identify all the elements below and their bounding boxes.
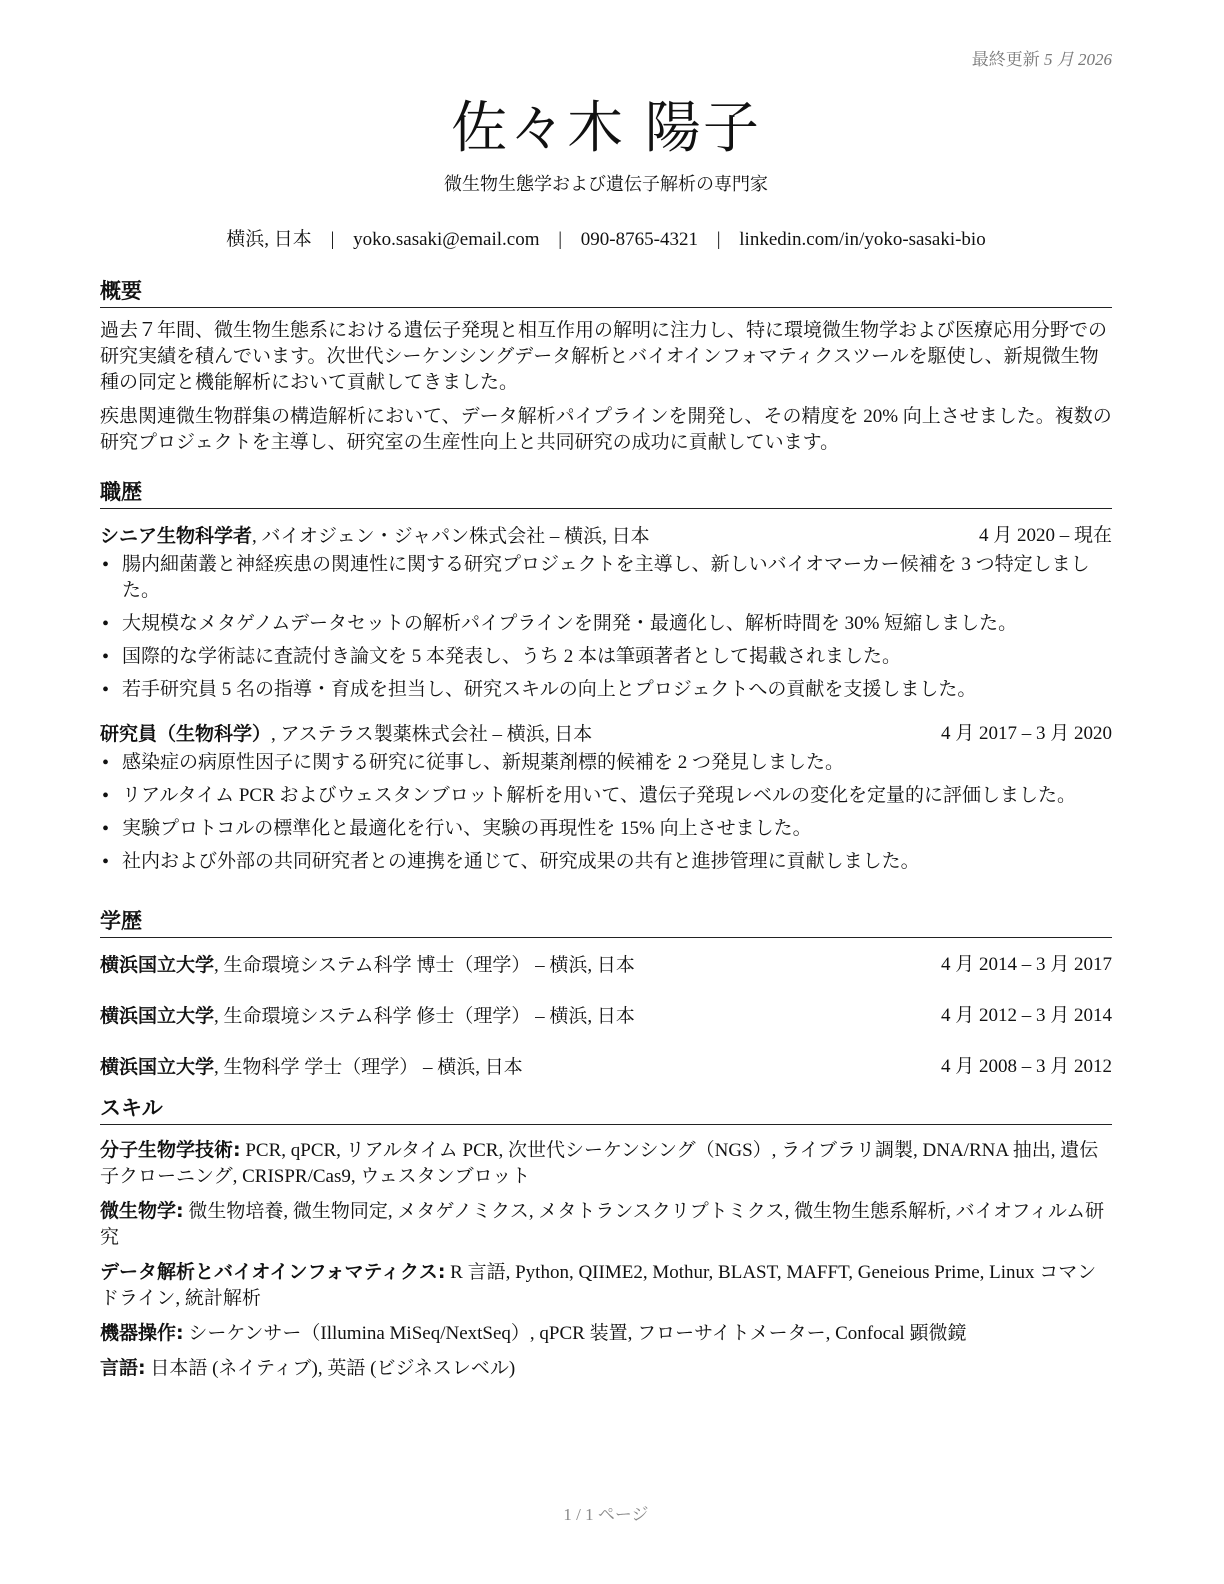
job-title-line: [100, 721, 592, 748]
job-bullet: • 腸内細菌叢と神経疾患の関連性に関する研究プロジェクトを主導し、新しいバイオマーカー候補を 3 つ特定しました。: [100, 552, 1112, 604]
education-degree: , 生物科学 学士（理学） – 横浜, 日本: [214, 1057, 523, 1078]
education-title-line: [100, 952, 635, 979]
skill-item: [100, 1137, 1112, 1190]
education-school: 横浜国立大学: [100, 1056, 215, 1078]
job-bullet: • 大規模なメタゲノムデータセットの解析パイプラインを開発・最適化し、解析時間を 30% 短縮しました。: [100, 611, 1112, 637]
skill-text: PCR, qPCR, リアルタイム PCR, 次世代シーケンシング（NGS）, ライブラリ調製, DNA/RNA 抽出, 遺伝子クローニング, CRISPR/Cas9, ウェスタンブロット: [100, 1140, 1099, 1187]
job-title: 研究員（生物科学）: [100, 723, 272, 745]
job-dates: 4 月 2017 – 3 月 2020: [940, 723, 1112, 744]
last-updated: [972, 45, 1112, 70]
job-entry: [100, 523, 1112, 703]
job-bullet: • 国際的な学術誌に査読付き論文を 5 本発表し、うち 2 本は筆頭著者として掲載されました。: [100, 644, 1112, 670]
job-org: , アステラス製薬株式会社 – 横浜, 日本: [271, 724, 593, 745]
job-bullets: [100, 552, 1112, 703]
job-header: [100, 721, 1112, 748]
education-item: [100, 952, 1112, 979]
job-bullet: • 社内および外部の共同研究者との連携を通じて、研究成果の共有と進捗管理に貢献しました。: [100, 849, 1112, 875]
summary-paragraph: 疾患関連微生物群集の構造解析において、データ解析パイプラインを開発し、その精度を 20% 向上させました。複数の研究プロジェクトを主導し、研究室の生産性向上と共同研究の成功に貢献しています。: [100, 406, 1112, 453]
skill-category: 微生物学:: [100, 1200, 184, 1222]
skill-text: R 言語, Python, QIIME2, Mothur, BLAST, MAFFT, Geneious Prime, Linux コマンドライン, 統計解析: [100, 1262, 1097, 1309]
contact-separator: |: [716, 229, 721, 250]
experience-section: [100, 477, 1112, 882]
job-org: , バイオジェン・ジャパン株式会社 – 横浜, 日本: [252, 526, 650, 547]
summary-section: [100, 276, 1112, 456]
skill-item: [100, 1198, 1112, 1251]
contact-phone: 090-8765-4321: [580, 229, 698, 250]
contact-line: [100, 224, 1112, 251]
skill-category: 分子生物学技術:: [100, 1139, 241, 1161]
candidate-name: 佐々木 陽子: [451, 96, 761, 161]
job-entry: [100, 721, 1112, 875]
skill-category: 機器操作:: [100, 1322, 184, 1344]
contact-email-link[interactable]: yoko.sasaki@email.com: [353, 229, 540, 250]
skill-item: [100, 1259, 1112, 1312]
job-bullet: • リアルタイム PCR およびウェスタンブロット解析を用いて、遺伝子発現レベルの変化を定量的に評価しました。: [100, 783, 1112, 809]
education-dates: 4 月 2014 – 3 月 2017: [940, 954, 1112, 975]
skill-item: [100, 1355, 1112, 1382]
skill-text: 微生物培養, 微生物同定, メタゲノミクス, メタトランスクリプトミクス, 微生物生態系解析, バイオフィルム研究: [100, 1201, 1105, 1248]
skills-heading: スキル: [100, 1093, 1112, 1125]
summary-paragraph: 過去７年間、微生物生態系における遺伝子発現と相互作用の解明に注力し、特に環境微生物学および医療応用分野での研究実績を積んでいます。次世代シーケンシングデータ解析とバイオインフォマティクスツールを駆使し、新規微生物種の同定と機能解析において貢献してきました。: [100, 320, 1108, 393]
job-dates: 4 月 2020 – 現在: [978, 525, 1112, 546]
contact-separator: |: [330, 229, 335, 250]
skill-item: [100, 1320, 1112, 1347]
job-title: シニア生物科学者: [100, 525, 253, 547]
candidate-subtitle: 微生物生態学および遺伝子解析の専門家: [444, 174, 768, 194]
education-item: [100, 1054, 1112, 1081]
education-title-line: [100, 1003, 635, 1030]
job-bullets: [100, 750, 1112, 875]
skill-category: 言語:: [100, 1357, 146, 1379]
job-bullet: • 感染症の病原性因子に関する研究に従事し、新規薬剤標的候補を 2 つ発見しました。: [100, 750, 1112, 776]
page-number: 1 / 1 ページ: [563, 1505, 649, 1524]
last-updated-label: 最終更新: [971, 50, 1040, 69]
skill-category: データ解析とバイオインフォマティクス:: [100, 1261, 446, 1283]
education-school: 横浜国立大学: [100, 954, 215, 976]
education-school: 横浜国立大学: [100, 1005, 215, 1027]
education-item: [100, 1003, 1112, 1030]
education-degree: , 生命環境システム科学 博士（理学） – 横浜, 日本: [214, 955, 635, 976]
experience-heading: 職歴: [100, 477, 1112, 509]
last-updated-date: 5 月 2026: [1044, 50, 1112, 69]
skill-text: シーケンサー（Illumina MiSeq/NextSeq）, qPCR 装置, フローサイトメーター, Confocal 顕微鏡: [183, 1323, 967, 1344]
education-dates: 4 月 2012 – 3 月 2014: [940, 1005, 1112, 1026]
summary-heading: 概要: [100, 276, 1112, 308]
resume-page: [100, 0, 1112, 1584]
job-bullet: • 若手研究員 5 名の指導・育成を担当し、研究スキルの向上とプロジェクトへの貢献を支援しました。: [100, 677, 1112, 703]
contact-location: 横浜, 日本: [226, 229, 312, 250]
education-degree: , 生命環境システム科学 修士（理学） – 横浜, 日本: [214, 1006, 635, 1027]
skill-text: 日本語 (ネイティブ), 英語 (ビジネスレベル): [145, 1358, 516, 1379]
education-title-line: [100, 1054, 523, 1081]
job-bullet: • 実験プロトコルの標準化と最適化を行い、実験の再現性を 15% 向上させました。: [100, 816, 1112, 842]
job-header: [100, 523, 1112, 550]
contact-linkedin-link[interactable]: linkedin.com/in/yoko-sasaki-bio: [739, 229, 986, 250]
education-heading: 学歴: [100, 906, 1112, 938]
education-dates: 4 月 2008 – 3 月 2012: [940, 1056, 1112, 1077]
skills-section: [100, 1093, 1112, 1382]
job-title-line: [100, 523, 650, 550]
education-section: [100, 906, 1112, 1081]
contact-separator: |: [558, 229, 563, 250]
